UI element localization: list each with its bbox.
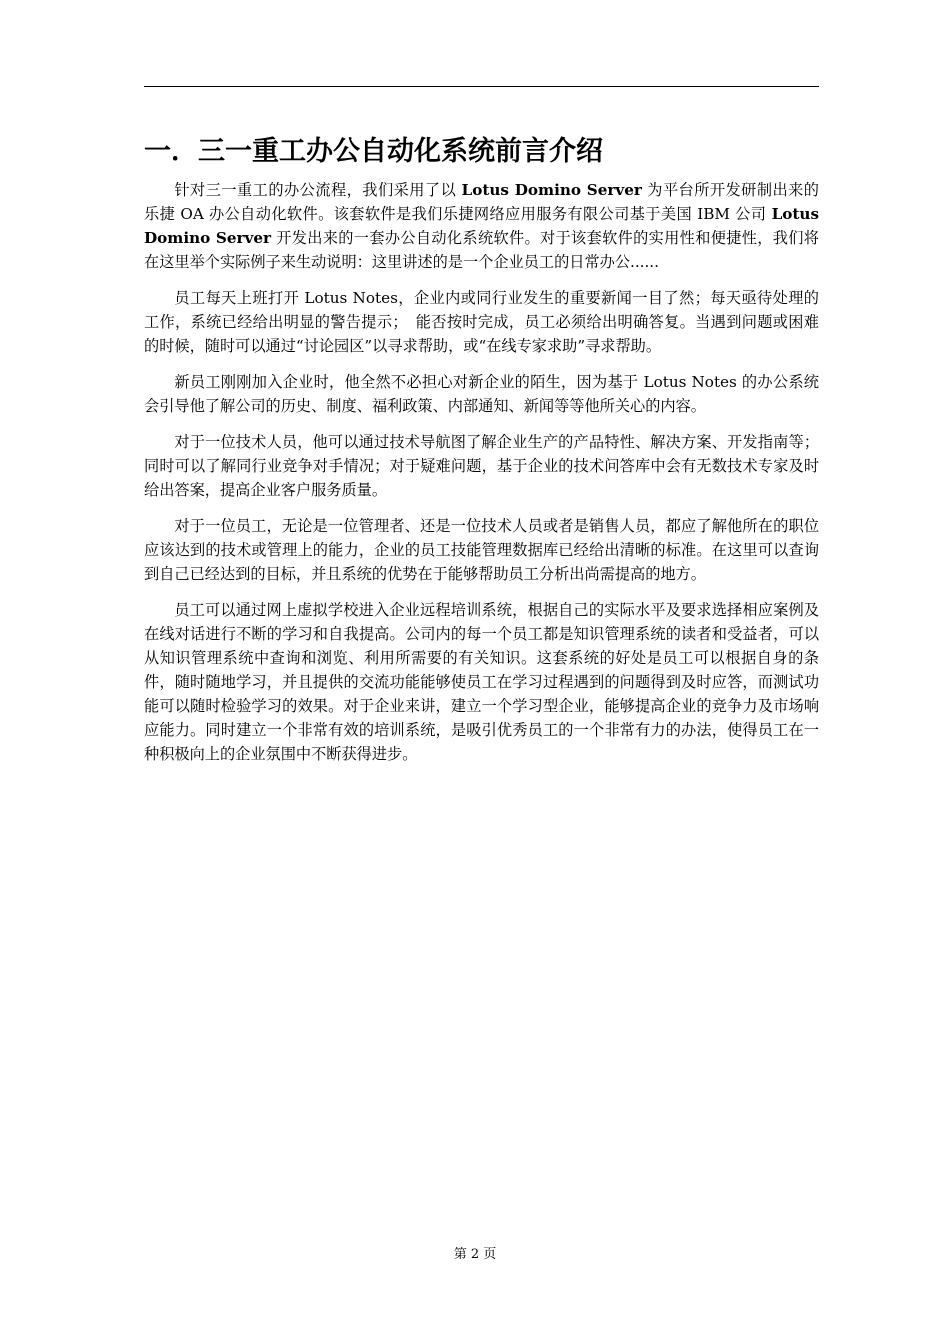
paragraph — [144, 370, 819, 418]
document-body — [144, 132, 819, 778]
text-run: 新员工刚刚加入企业时，他全然不必担心对新企业的陌生，因为基于 Lotus Notes 的办公系统会引导他了解公司的历史、制度、福利政策、内部通知、新闻等等他所关心的内容。 — [144, 373, 819, 415]
paragraph — [144, 178, 819, 274]
bold-text-run: Lotus Domino Server — [461, 181, 642, 199]
paragraph — [144, 598, 819, 766]
text-run: 对于一位技术人员，他可以通过技术导航图了解企业生产的产品特性、解决方案、开发指南等；同时可以了解同行业竞争对手情况；对于疑难问题，基于企业的技术问答库中会有无数技术专家及时给出答案，提高企业客户服务质量。 — [144, 433, 819, 499]
text-run: 员工每天上班打开 Lotus Notes，企业内或同行业发生的重要新闻一目了然；每天亟待处理的工作，系统已经给出明显的警告提示； 能否按时完成，员工必须给出明确答复。当遇到问题或困难的时候，随时可以通过“讨论园区”以寻求帮助，或“在线专家求助”寻求帮助。 — [144, 289, 819, 355]
text-run: 员工可以通过网上虚拟学校进入企业远程培训系统，根据自己的实际水平及要求选择相应案例及在线对话进行不断的学习和自我提高。公司内的每一个员工都是知识管理系统的读者和受益者，可以从知识管理系统中查询和浏览、利用所需要的有关知识。这套系统的好处是员工可以根据自身的条件，随时随地学习，并且提供的交流功能能够使员工在学习过程遇到的问题得到及时应答，而测试功能可以随时检验学习的效果。对于企业来讲，建立一个学习型企业，能够提高企业的竞争力及市场响应能力。同时建立一个非常有效的培训系统，是吸引优秀员工的一个非常有力的办法，使得员工在一种积极向上的企业氛围中不断获得进步。 — [144, 601, 819, 763]
paragraph — [144, 286, 819, 358]
text-run: 针对三一重工的办公流程，我们采用了以 — [174, 181, 462, 199]
paragraph-list — [144, 178, 819, 766]
paragraph — [144, 430, 819, 502]
text-run: 为平台所开发研制出来的乐捷 OA 办公自动化软件。该套软件是我们乐捷网络应用服务有限公司基于美国 IBM 公司 — [144, 181, 819, 223]
section-title: 一．三一重工办公自动化系统前言介绍 — [144, 136, 603, 167]
text-run: 开发出来的一套办公自动化系统软件。对于该套软件的实用性和便捷性，我们将在这里举个实际例子来生动说明：这里讲述的是一个企业员工的日常办公...... — [144, 229, 819, 271]
paragraph — [144, 514, 819, 586]
page-number: 第 2 页 — [453, 1247, 497, 1262]
header-rule — [144, 86, 819, 87]
bold-text-run: Lotus Domino Server — [144, 205, 819, 247]
text-run: 对于一位员工，无论是一位管理者、还是一位技术人员或者是销售人员，都应了解他所在的职位应该达到的技术或管理上的能力，企业的员工技能管理数据库已经给出清晰的标准。在这里可以查询到自己已经达到的目标，并且系统的优势在于能够帮助员工分析出尚需提高的地方。 — [144, 517, 819, 583]
